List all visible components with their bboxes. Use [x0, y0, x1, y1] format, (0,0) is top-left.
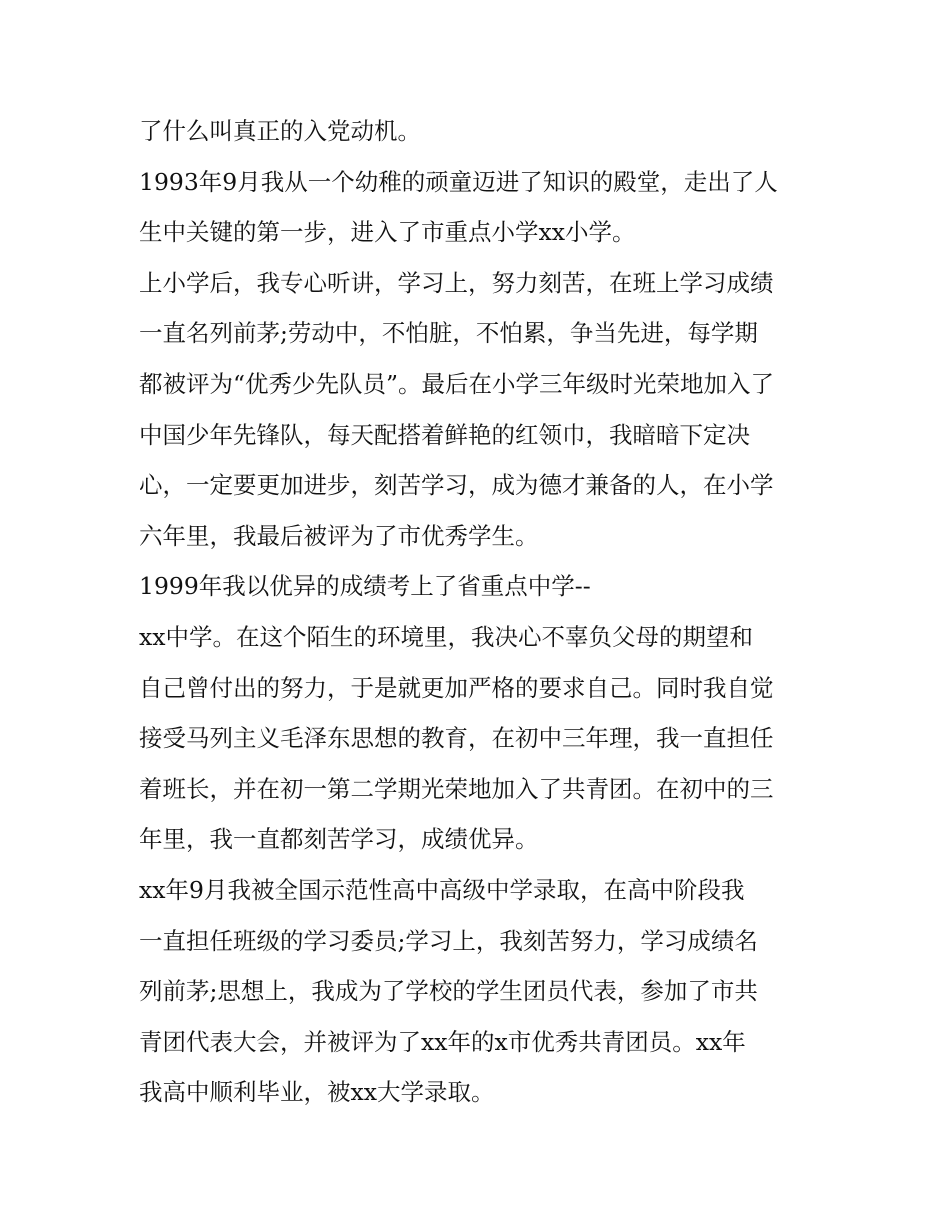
text-line: 1993年9月我从一个幼稚的顽童迈进了知识的殿堂，走出了人 [139, 167, 778, 196]
text-line: 年里，我一直都刻苦学习，成绩优异。 [139, 825, 539, 854]
text-line: 心，一定要更加进步，刻苦学习，成为德才兼备的人，在小学 [139, 471, 774, 500]
text-line: 自己曾付出的努力，于是就更加严格的要求自己。同时我自觉 [139, 673, 774, 702]
body-text [139, 106, 829, 1118]
text-line: xx年9月我被全国示范性高中高级中学录取，在高中阶段我 [139, 875, 745, 904]
text-line: 列前茅;思想上，我成为了学校的学生团员代表，参加了市共 [139, 977, 758, 1006]
text-line: 上小学后，我专心听讲，学习上，努力刻苦，在班上学习成绩 [139, 268, 774, 297]
text-line: xx中学。在这个陌生的环境里，我决心不辜负父母的期望和 [139, 622, 754, 651]
text-line: 1999年我以优异的成绩考上了省重点中学-- [139, 572, 591, 601]
text-line: 六年里，我最后被评为了市优秀学生。 [139, 521, 539, 550]
text-line: 一直担任班级的学习委员;学习上，我刻苦努力，学习成绩名 [139, 926, 758, 955]
text-line: 着班长，并在初一第二学期光荣地加入了共青团。在初中的三 [139, 774, 774, 803]
text-line: 青团代表大会，并被评为了xx年的x市优秀共青团员。xx年 [139, 1027, 746, 1056]
text-line: 了什么叫真正的入党动机。 [139, 117, 421, 145]
text-line: 中国少年先锋队，每天配搭着鲜艳的红领巾，我暗暗下定决 [139, 420, 750, 449]
text-line: 我高中顺利毕业，被xx大学录取。 [139, 1078, 495, 1107]
text-line: 生中关键的第一步，进入了市重点小学xx小学。 [139, 218, 636, 247]
text-line: 接受马列主义毛泽东思想的教育，在初中三年理，我一直担任 [139, 724, 774, 753]
text-line: 都被评为“优秀少先队员”。最后在小学三年级时光荣地加入了 [139, 369, 775, 398]
text-line: 一直名列前茅;劳动中，不怕脏，不怕累，争当先进，每学期 [139, 319, 758, 348]
